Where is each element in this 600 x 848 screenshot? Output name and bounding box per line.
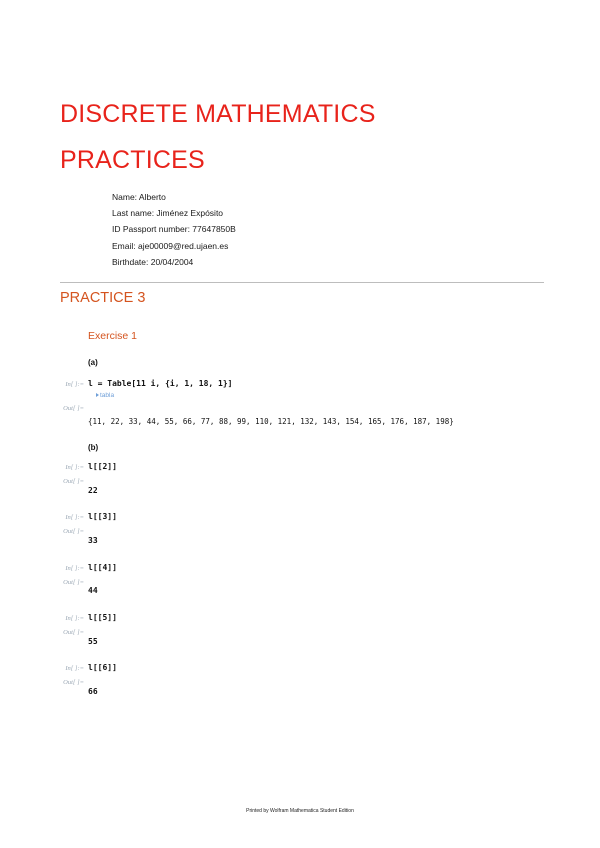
out-marker-a: Out[ ]= xyxy=(63,405,84,412)
out-marker-b1: Out[ ]= xyxy=(63,478,84,485)
out-marker-b2: Out[ ]= xyxy=(63,528,84,535)
in-marker-b3: In[ ]:= xyxy=(65,565,84,572)
in-marker-b1: In[ ]:= xyxy=(65,464,84,471)
header-divider xyxy=(60,282,544,283)
sublabel-b: (b) xyxy=(88,443,99,452)
in-marker-b2: In[ ]:= xyxy=(65,514,84,521)
page-title-line1: DISCRETE MATHEMATICS xyxy=(60,100,376,128)
exercise-title-1: Exercise 1 xyxy=(88,330,138,342)
info-id-passport: ID Passport number: 77647850B xyxy=(112,224,236,235)
page-title-line2: PRACTICES xyxy=(60,146,205,174)
input-cell-b4[interactable]: l[[5]] xyxy=(88,613,117,622)
out-marker-b3: Out[ ]= xyxy=(63,579,84,586)
tooltip-label-tabla: tabla xyxy=(100,392,115,399)
output-cell-a: {11, 22, 33, 44, 55, 66, 77, 88, 99, 110, 121, 132, 143, 154, 165, 176, 187, 198} xyxy=(88,417,454,426)
input-cell-b5[interactable]: l[[6]] xyxy=(88,663,117,672)
info-lastname: Last name: Jiménez Expósito xyxy=(112,208,224,219)
personal-info-block xyxy=(112,189,236,270)
input-cell-a[interactable]: l = Table[11 i, {i, 1, 18, 1}] xyxy=(88,379,233,388)
input-cell-b2[interactable]: l[[3]] xyxy=(88,512,117,521)
output-cell-b4: 55 xyxy=(88,637,98,646)
in-marker-b5: In[ ]:= xyxy=(65,665,84,672)
output-cell-b5: 66 xyxy=(88,687,98,696)
out-marker-b4: Out[ ]= xyxy=(63,629,84,636)
in-marker-b4: In[ ]:= xyxy=(65,615,84,622)
in-marker-a: In[ ]:= xyxy=(65,381,84,388)
output-cell-b1: 22 xyxy=(88,486,98,495)
output-cell-b2: 33 xyxy=(88,536,98,545)
section-title-practice-3: PRACTICE 3 xyxy=(60,290,146,306)
info-name: Name: Alberto xyxy=(112,192,166,202)
sublabel-a: (a) xyxy=(88,358,98,367)
input-cell-b3[interactable]: l[[4]] xyxy=(88,563,117,572)
info-email: Email: aje00009@red.ujaen.es xyxy=(112,240,229,251)
out-marker-b5: Out[ ]= xyxy=(63,679,84,686)
input-cell-b1[interactable]: l[[2]] xyxy=(88,462,117,471)
info-birthdate: Birthdate: 20/04/2004 xyxy=(112,256,194,267)
page-footer: Printed by Wolfram Mathematica Student Edition xyxy=(246,808,354,814)
output-cell-b3: 44 xyxy=(88,586,98,595)
